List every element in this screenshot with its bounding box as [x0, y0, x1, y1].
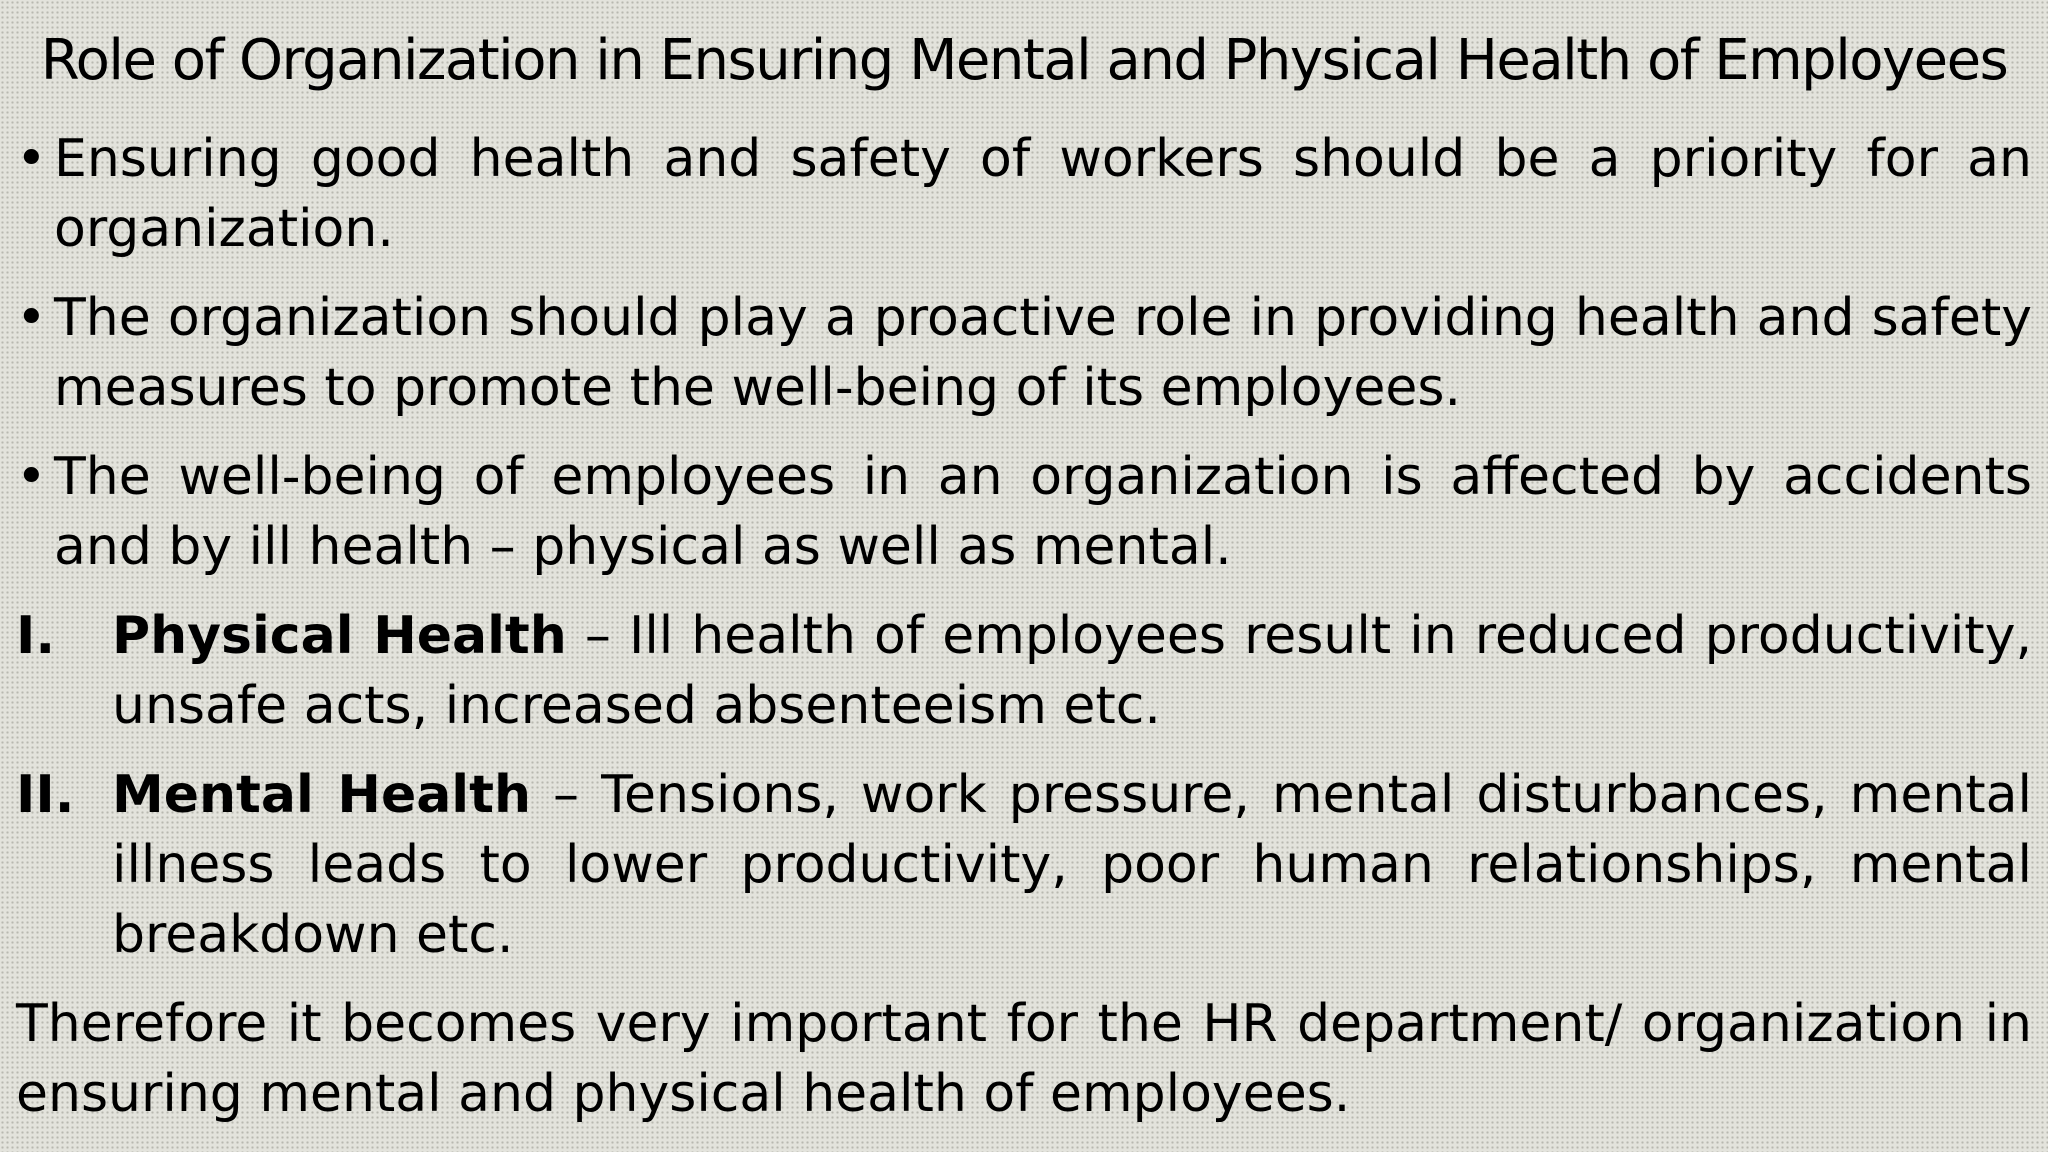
bullet-marker: •	[16, 447, 47, 507]
bullet-item	[16, 124, 2032, 264]
numbered-item-text: – Tensions, work pressure, mental disturbances, mental illness leads to lower productivity, poor human relationships, mental breakdown etc.	[112, 765, 2032, 965]
slide-content	[16, 124, 2032, 1129]
roman-numeral-marker: II.	[16, 765, 75, 825]
numbered-item-mental-health	[16, 760, 2032, 970]
roman-numeral-marker: I.	[16, 606, 56, 666]
bullet-marker: •	[16, 129, 47, 189]
numbered-item-physical-health	[16, 601, 2032, 741]
numbered-item-text: – Ill health of employees result in reduced productivity, unsafe acts, increased absenteeism etc.	[112, 606, 2032, 736]
bullet-text: The organization should play a proactive role in providing health and safety measures to promote the well-being of its employees.	[54, 288, 2032, 418]
slide-title: Role of Organization in Ensuring Mental and Physical Health of Employees	[40, 28, 2008, 93]
term-mental-health: Mental Health	[112, 765, 531, 825]
bullet-text: Ensuring good health and safety of workers should be a priority for an organization.	[54, 129, 2032, 259]
conclusion-paragraph: Therefore it becomes very important for the HR department/ organization in ensuring mental and physical health of employees.	[16, 994, 2032, 1124]
bullet-item	[16, 442, 2032, 582]
bullet-item	[16, 283, 2032, 423]
bullet-text: The well-being of employees in an organization is affected by accidents and by ill health – physical as well as mental.	[54, 447, 2032, 577]
term-physical-health: Physical Health	[112, 606, 567, 666]
bullet-marker: •	[16, 288, 47, 348]
